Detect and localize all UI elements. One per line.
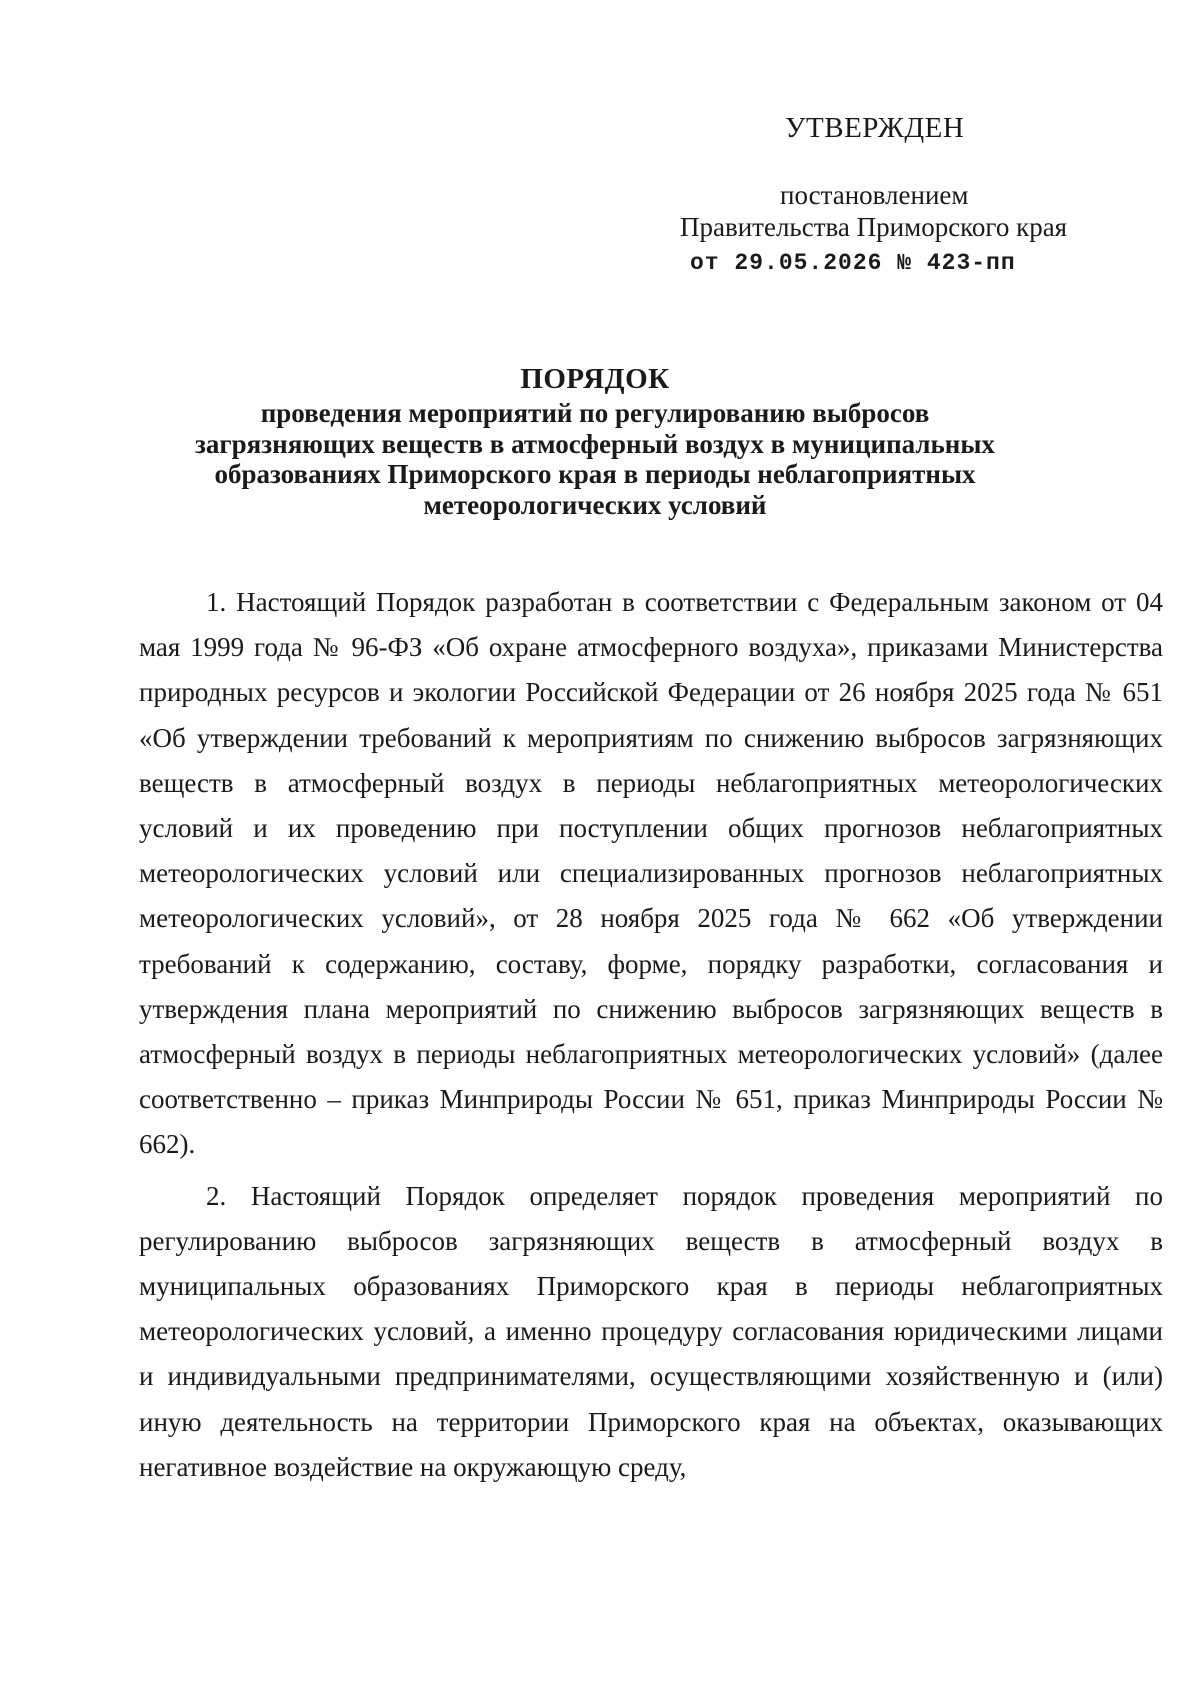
paragraph-2: 2. Настоящий Порядок определяет порядок проведения мероприятий по регулированию выбросов загрязняющих веществ в атмосферный воздух в муниципальных образованиях Приморского края в периоды неблагоприятных метеорологических условий, а именно процедуру согласования юридическими лицами и индивидуальными предпринимателями, осуществляющими хозяйственную и (или) иную деятельность на территории Приморского края на объектах, оказывающих негативное воздействие на окружающую среду,: [139, 1180, 1163, 1482]
document-subtitle-line: загрязняющих веществ в атмосферный воздух в муниципальных: [195, 428, 995, 459]
document-heading: [130, 362, 1060, 520]
document-subtitle-line: проведения мероприятий по регулированию выбросов: [260, 398, 930, 428]
approval-by-government: Правительства Приморского края: [680, 212, 1068, 242]
paragraph-1: 1. Настоящий Порядок разработан в соответствии с Федеральным законом от 04 мая 1999 года № 96-ФЗ «Об охране атмосферного воздуха», приказами Министерства природных ресурсов и экологии Российской Федерации от 26 ноября 2025 года № 651 «Об утверждении требований к мероприятиям по снижению выбросов загрязняющих веществ в атмосферный воздух в периоды неблагоприятных метеорологических условий и их проведению при поступлении общих прогнозов неблагоприятных метеорологических условий или специализированных прогнозов неблагоприятных метеорологических условий», от 28 ноября 2025 года № 662 «Об утверждении требований к содержанию, составу, форме, порядку разработки, согласования и утверждения плана мероприятий по снижению выбросов загрязняющих веществ в атмосферный воздух в периоды неблагоприятных метеорологических условий» (далее соответственно – приказ Минприроды России № 651, приказ Минприроды России № 662).: [139, 587, 1163, 1160]
document-subtitle-line: образованиях Приморского края в периоды неблагоприятных: [214, 459, 976, 489]
document-body: [139, 580, 1163, 1490]
decree-reference: от 29.05.2026 № 423-пп: [690, 250, 1016, 276]
document-title: ПОРЯДОК: [520, 363, 670, 395]
document-subtitle-line: метеорологических условий: [423, 489, 767, 520]
approval-stamp-title: УТВЕРЖДЕН: [785, 112, 965, 144]
approval-by-decree: постановлением: [780, 180, 969, 210]
